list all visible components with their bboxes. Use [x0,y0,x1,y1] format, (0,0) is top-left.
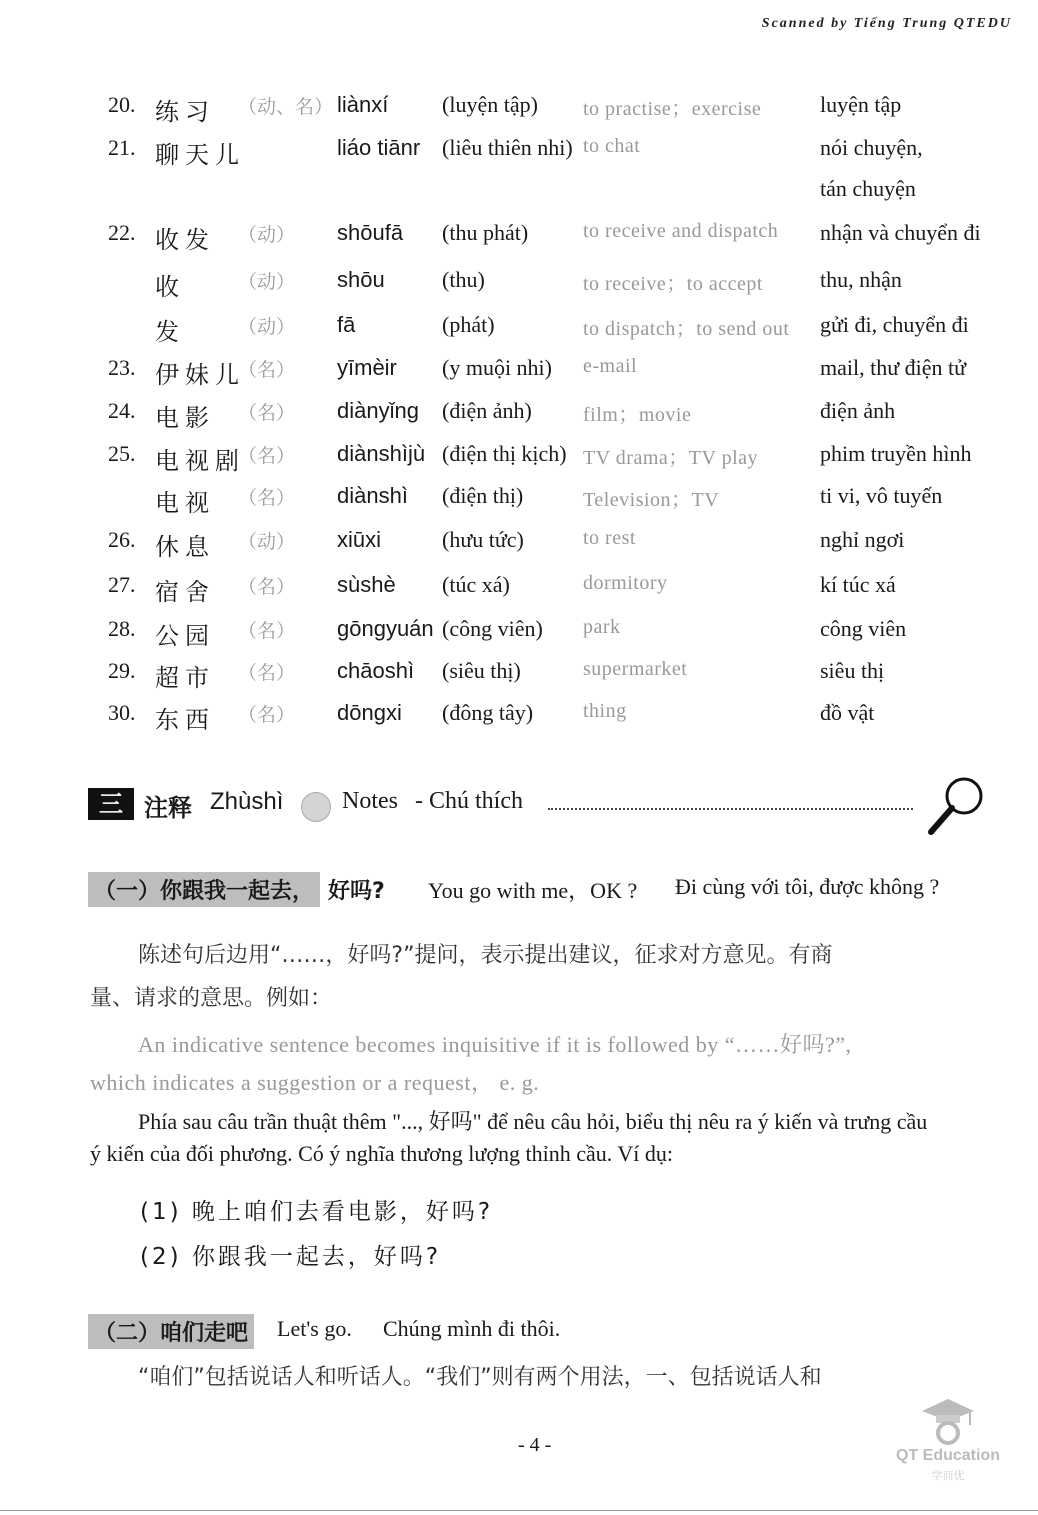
vocab-row [0,441,1038,481]
bullet-circle-icon [301,792,331,822]
vocab-vietnamese: công viên [820,616,907,641]
vocab-hanviet: (luyện tập) [442,92,538,117]
vocab-pos: （名） [238,704,296,726]
vocab-english: supermarket [583,658,688,680]
note-1-english: You go with me，OK ? [428,878,638,903]
vocab-pinyin: shōufā [337,220,404,245]
vocab-row [0,220,1038,260]
note-1-vi-line-1: Phía sau câu trần thuật thêm "..., 好吗" để nêu câu hỏi, biểu thị nêu ra ý kiến và trưng cầu [138,1109,928,1134]
note-2-english: Let's go. [277,1316,352,1341]
dotted-leader [548,808,913,810]
section-title-en: Notes [342,788,398,814]
vocab-vietnamese: siêu thị [820,658,885,683]
vocab-hanzi: 休息 [155,533,215,561]
vocab-vietnamese: nói chuyện, [820,135,923,160]
vocab-hanzi: 收发 [155,226,215,254]
vocab-pinyin: diànyǐng [337,398,419,423]
vocab-pos: （动） [238,531,296,553]
vocab-english: to practise；exercise [583,98,762,120]
vocab-hanzi: 收 [155,273,185,301]
vocab-hanzi: 超市 [155,664,215,692]
vocab-hanviet: (điện thị kịch) [442,441,567,466]
vocab-num: 23. [108,355,136,380]
vocab-num: 26. [108,527,136,552]
vocab-pinyin: yīmèir [337,355,397,380]
vocab-pinyin: diànshì [337,483,408,508]
vocab-row [0,135,1038,175]
vocab-hanviet: (phát) [442,312,495,337]
note-1-zh-line-1: 陈述句后边用“……，好吗?”提问，表示提出建议，征求对方意见。有商 [138,943,833,968]
vocab-hanviet: (điện ảnh) [442,398,532,423]
vocab-vietnamese: mail, thư điện tử [820,355,967,380]
vocab-pos: （动） [238,271,296,293]
vocab-hanzi: 电影 [155,404,215,432]
vocab-pos: （动） [238,224,296,246]
vocab-pos: （名） [238,445,296,467]
vocab-english: to dispatch；to send out [583,318,790,340]
section-number-badge: 三 [88,788,134,820]
vocab-row [0,398,1038,438]
vocab-pos: （名） [238,620,296,642]
vocab-hanzi: 宿舍 [155,578,215,606]
vocab-vietnamese: phim truyền hình [820,441,972,466]
vocab-hanviet: (thu phát) [442,220,529,245]
vocab-pos: （名） [238,402,296,424]
vocab-hanviet: (công viên) [442,616,543,641]
vocab-vietnamese: nghỉ ngơi [820,527,905,552]
note-2-heading [88,1314,988,1350]
vocab-vietnamese: kí túc xá [820,572,896,597]
vocab-hanviet: (y muội nhi) [442,355,552,380]
vocab-hanviet: (siêu thị) [442,658,521,683]
note-1-en-line-1: An indicative sentence becomes inquisitive if it is followed by “……好吗?”, [138,1032,852,1057]
vocab-num: 24. [108,398,136,423]
vocab-hanzi: 聊天儿 [155,141,245,169]
vocab-pinyin: chāoshì [337,658,415,683]
note-2-tag: （二）咱们走吧 [88,1314,254,1349]
vocab-row [0,267,1038,307]
note-1-vietnamese-explanation [90,1106,1000,1170]
vocab-pos: （名） [238,359,296,381]
vocab-pinyin: fā [337,312,356,337]
vocab-num: 25. [108,441,136,466]
vocab-row [0,572,1038,612]
vocab-pos: （名） [238,662,296,684]
vocab-row [0,658,1038,698]
vocab-vietnamese: ti vi, vô tuyến [820,483,943,508]
scan-credit: Scanned by Tiếng Trung QTEDU [761,16,1012,31]
vocab-num: 28. [108,616,136,641]
vocab-num: 22. [108,220,136,245]
vocab-hanzi: 东西 [155,706,215,734]
note-1-vi-line-2: ý kiến của đối phương. Có ý nghĩa thương lượng thỉnh cầu. Ví dụ: [90,1141,673,1166]
vocab-pinyin: xiūxi [337,527,382,552]
vocab-pos: （动、名） [238,96,334,118]
section-title-pinyin: Zhùshì [210,788,284,815]
vocab-pinyin: shōu [337,267,385,292]
logo-subtitle: 学而优 [931,1469,965,1482]
note-1-tag-tail: 好吗? [328,879,385,904]
vocab-row [0,527,1038,567]
section-title-zh: 注释 [144,794,192,822]
vocab-vietnamese: gửi đi, chuyển đi [820,312,969,337]
vocab-english: to rest [583,527,636,549]
magnifier-icon [926,774,988,840]
vocab-vietnamese: thu, nhận [820,267,902,292]
vocab-vietnamese: tán chuyện [820,176,916,201]
vocab-num: 21. [108,135,136,160]
qt-education-logo [893,1395,1003,1485]
vocab-pos: （名） [238,576,296,598]
note-1-zh-line-2: 量、请求的意思。例如： [90,986,333,1011]
vocab-vietnamese: đồ vật [820,700,875,725]
vocab-english: to receive and dispatch [583,220,779,242]
vocab-row [0,312,1038,352]
vocab-row [0,176,1038,216]
vocab-pinyin: liànxí [337,92,389,117]
note-2-chinese-explanation [90,1356,1000,1399]
vocab-hanviet: (thu) [442,267,485,292]
vocab-pos: （动） [238,316,296,338]
vocab-hanviet: (liêu thiên nhi) [442,135,573,160]
vocab-english: to receive；to accept [583,273,763,295]
vocab-hanzi: 电视剧 [155,447,245,475]
vocab-row [0,616,1038,656]
vocab-vietnamese: điện ảnh [820,398,896,423]
notes-section-heading [88,784,988,840]
vocab-hanzi: 伊妹儿 [155,361,245,389]
vocab-vietnamese: nhận và chuyển đi [820,220,981,245]
vocab-pinyin: liáo tiānr [337,135,421,160]
vocab-pos: （名） [238,487,296,509]
vocab-hanviet: (điện thị) [442,483,524,508]
vocab-row [0,92,1038,132]
vocab-row [0,355,1038,395]
vocab-english: Television；TV [583,489,720,511]
vocab-hanzi: 电视 [155,489,215,517]
note-1-vietnamese: Đi cùng với tôi, được không ? [675,874,940,899]
vocab-english: thing [583,700,627,722]
vocab-hanzi: 发 [155,318,185,346]
vocab-english: to chat [583,135,641,157]
vocab-hanzi: 公园 [155,622,215,650]
note-1-en-line-2: which indicates a suggestion or a request， e. g. [90,1070,540,1095]
vocab-hanviet: (đông tây) [442,700,534,725]
vocab-row [0,483,1038,523]
logo-name: QT Education [896,1447,1000,1464]
example-2: (2) 你跟我一起去，好吗? [140,1244,442,1270]
vocab-num: 29. [108,658,136,683]
vocab-pinyin: sùshè [337,572,396,597]
vocab-hanviet: (túc xá) [442,572,510,597]
vocab-vietnamese: luyện tập [820,92,902,117]
vocab-pinyin: diànshìjù [337,441,426,466]
vocab-pinyin: dōngxi [337,700,402,725]
note-1-chinese-explanation [90,934,1000,1020]
graduation-cap-icon [918,1395,978,1445]
vocab-num: 27. [108,572,136,597]
vocab-row [0,700,1038,740]
section-title-vi: - Chú thích [415,788,523,814]
vocab-english: dormitory [583,572,668,594]
note-1-english-explanation [90,1026,1000,1102]
vocab-english: film；movie [583,404,692,426]
vocab-hanzi: 练习 [155,98,215,126]
vocab-num: 20. [108,92,136,117]
vocab-pinyin: gōngyuán [337,616,434,641]
note-1-heading [88,872,988,908]
vocab-english: TV drama；TV play [583,447,759,469]
vocab-english: e-mail [583,355,638,377]
page-number: - 4 - [518,1434,552,1456]
bottom-rule [0,1510,1038,1511]
note-1-tag: （一）你跟我一起去， [88,872,320,907]
note-2-zh-line-1: “咱们”包括说话人和听话人。“我们”则有两个用法，一、包括说话人和 [138,1365,822,1390]
vocab-english: park [583,616,621,638]
example-1: (1) 晚上咱们去看电影，好吗? [140,1199,494,1225]
note-2-vietnamese: Chúng mình đi thôi. [383,1316,561,1341]
vocab-num: 30. [108,700,136,725]
vocab-hanviet: (hưu tức) [442,527,524,552]
